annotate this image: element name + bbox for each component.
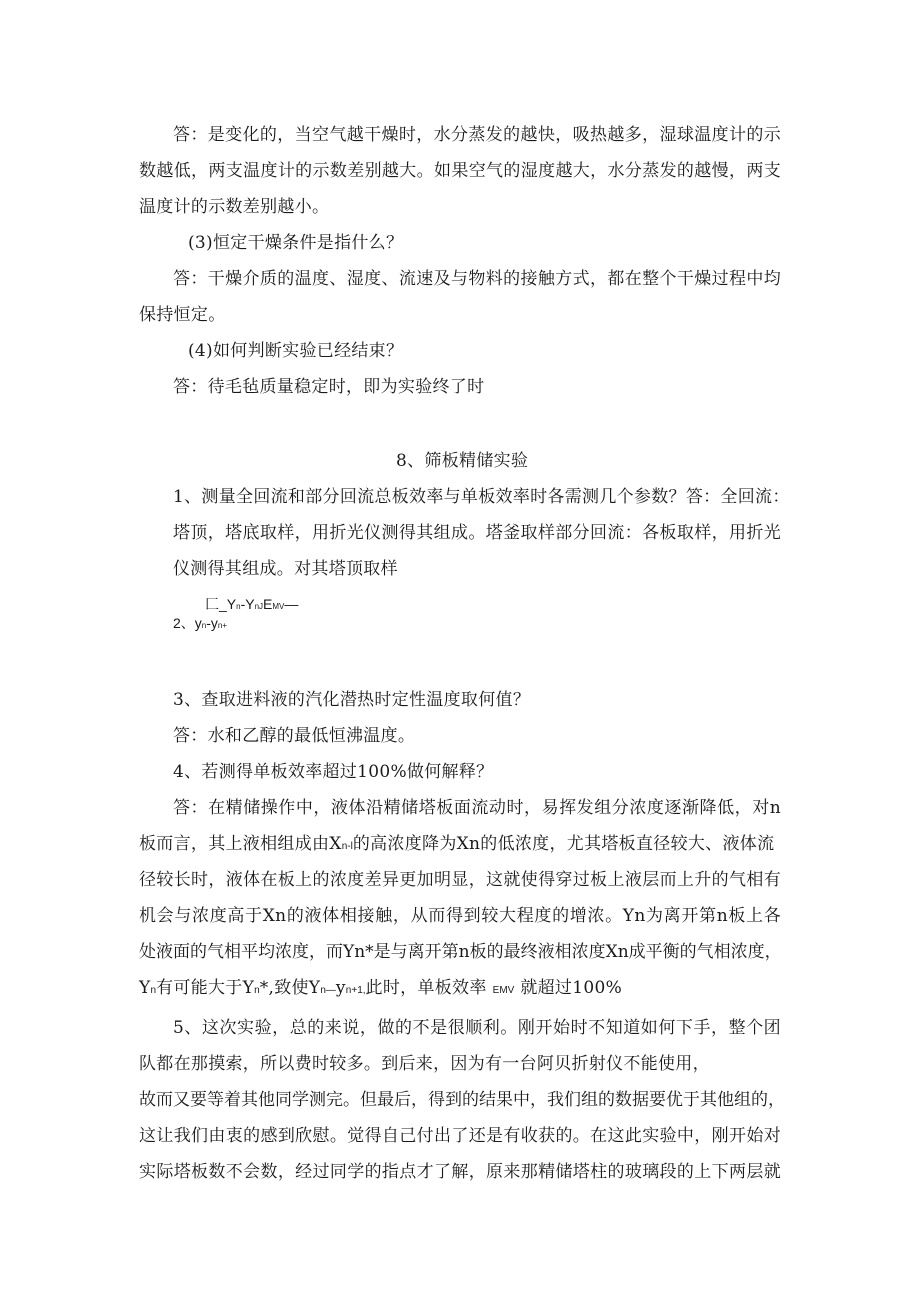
item5-line2: 队都在那摸索，所以费时较多。到后来，因为有一台阿贝折射仪不能使用， xyxy=(139,1054,710,1074)
formula-part: 匚_Y xyxy=(205,596,237,612)
subscript: n— xyxy=(320,985,336,996)
item5-line1: 5、这次实验，总的来说，做的不是很顺利。刚开始时不知道如何下手，整个团 xyxy=(173,1018,781,1038)
text-part: 有可能大于Y xyxy=(156,978,255,998)
item5-line5: 实际塔板数不会数，经过同学的指点才了解，原来那精储塔柱的玻璃段的上下两层就 xyxy=(139,1162,781,1182)
text-part: y xyxy=(335,978,346,998)
item5-line4: 这让我们由衷的感到欣慰。觉得自己付出了还是有收获的。在这此实验中，刚开始对 xyxy=(139,1126,781,1146)
item1-line1: 1、测量全回流和部分回流总板效率与单板效率时各需测几个参数？答：全回流： xyxy=(173,487,790,507)
item3-answer: 答：水和乙醇的最低恒沸温度。 xyxy=(173,726,416,746)
answer2-line1: 答：是变化的，当空气越干燥时，水分蒸发的越快，吸热越多，湿球温度计的示 xyxy=(173,125,781,145)
formula-sub: n xyxy=(236,602,241,611)
answer2-line2: 数越低，两支温度计的示数差别越大。如果空气的湿度越大，水分蒸发的越慢，两支 xyxy=(139,161,781,181)
item3-question: 3、查取进料液的汽化潜热时定性温度取何值？ xyxy=(173,690,531,710)
formula-part: -y xyxy=(206,615,218,631)
item1-line2: 塔顶，塔底取样，用折光仪测得其组成。塔釜取样部分回流：各板取样，用折光 xyxy=(173,523,781,543)
item4-answer-line1: 答：在精储操作中，液体沿精储塔板面流动时，易挥发组分浓度逐渐降低，对n xyxy=(173,798,781,818)
item4-answer-line6 xyxy=(139,977,622,1002)
item4-answer-line4: 机会与浓度高于Xn的液体相接触，从而得到较大程度的增浓。Yn为离开第n板上各 xyxy=(139,906,781,926)
answer3-line2: 保持恒定。 xyxy=(139,305,226,325)
formula-line2 xyxy=(173,614,227,635)
formula-sub: nJ xyxy=(254,602,264,611)
formula-part: 2、y xyxy=(173,615,202,631)
formula-sub: n+ xyxy=(217,621,228,630)
subscript: n-l xyxy=(341,841,353,852)
formula-part: E xyxy=(263,596,273,612)
formula-line1 xyxy=(205,595,298,616)
question3: (3)恒定干燥条件是指什么？ xyxy=(188,233,404,253)
text-part: *,致使Y xyxy=(259,978,321,998)
section8-title: 8、筛板精储实验 xyxy=(396,451,529,471)
question4: (4)如何判断实验已经结束？ xyxy=(188,341,404,361)
item4-answer-line5: 处液面的气相平均浓度，而Yn*是与离开第n板的最终液相浓度Xn成平衡的气相浓度， xyxy=(139,942,782,962)
formula-sub: n xyxy=(201,621,207,630)
subscript: EMV xyxy=(492,985,515,996)
answer3-line1: 答：干燥介质的温度、湿度、流速及与物料的接触方式，都在整个干燥过程中均 xyxy=(173,269,781,289)
formula-part: — xyxy=(284,596,299,612)
item4-question: 4、若测得单板效率超过100%做何解释？ xyxy=(173,762,494,782)
text-part: 板而言，其上液相组成由X xyxy=(139,834,342,854)
answer2-line3: 温度计的示数差别越小。 xyxy=(139,197,330,217)
text-part: 的高浓度降为Xn的低浓度，尤其塔板直径较大、液体流 xyxy=(352,834,775,854)
item4-answer-line3: 径较长时，液体在板上的浓度差异更加明显，这就使得穿过板上液层而上升的气相有 xyxy=(139,870,781,890)
formula-sub: MV xyxy=(272,602,285,611)
text-part: Y xyxy=(139,978,151,998)
subscript: n xyxy=(150,985,157,996)
answer4: 答：待毛毡质量稳定时，即为实验终了时 xyxy=(173,377,485,397)
item4-answer-line2 xyxy=(139,833,774,858)
item5-line3: 故而又要等着其他同学测完。但最后，得到的结果中，我们组的数据要优于其他组的， xyxy=(139,1090,785,1110)
text-part: 就超过100% xyxy=(520,978,623,998)
subscript: n+1, xyxy=(345,985,366,996)
text-part: 此时，单板效率 xyxy=(365,978,487,998)
subscript: n xyxy=(254,985,260,996)
item1-line3: 仪测得其组成。对其塔顶取样 xyxy=(173,559,398,579)
formula-part: -Y xyxy=(240,596,255,612)
